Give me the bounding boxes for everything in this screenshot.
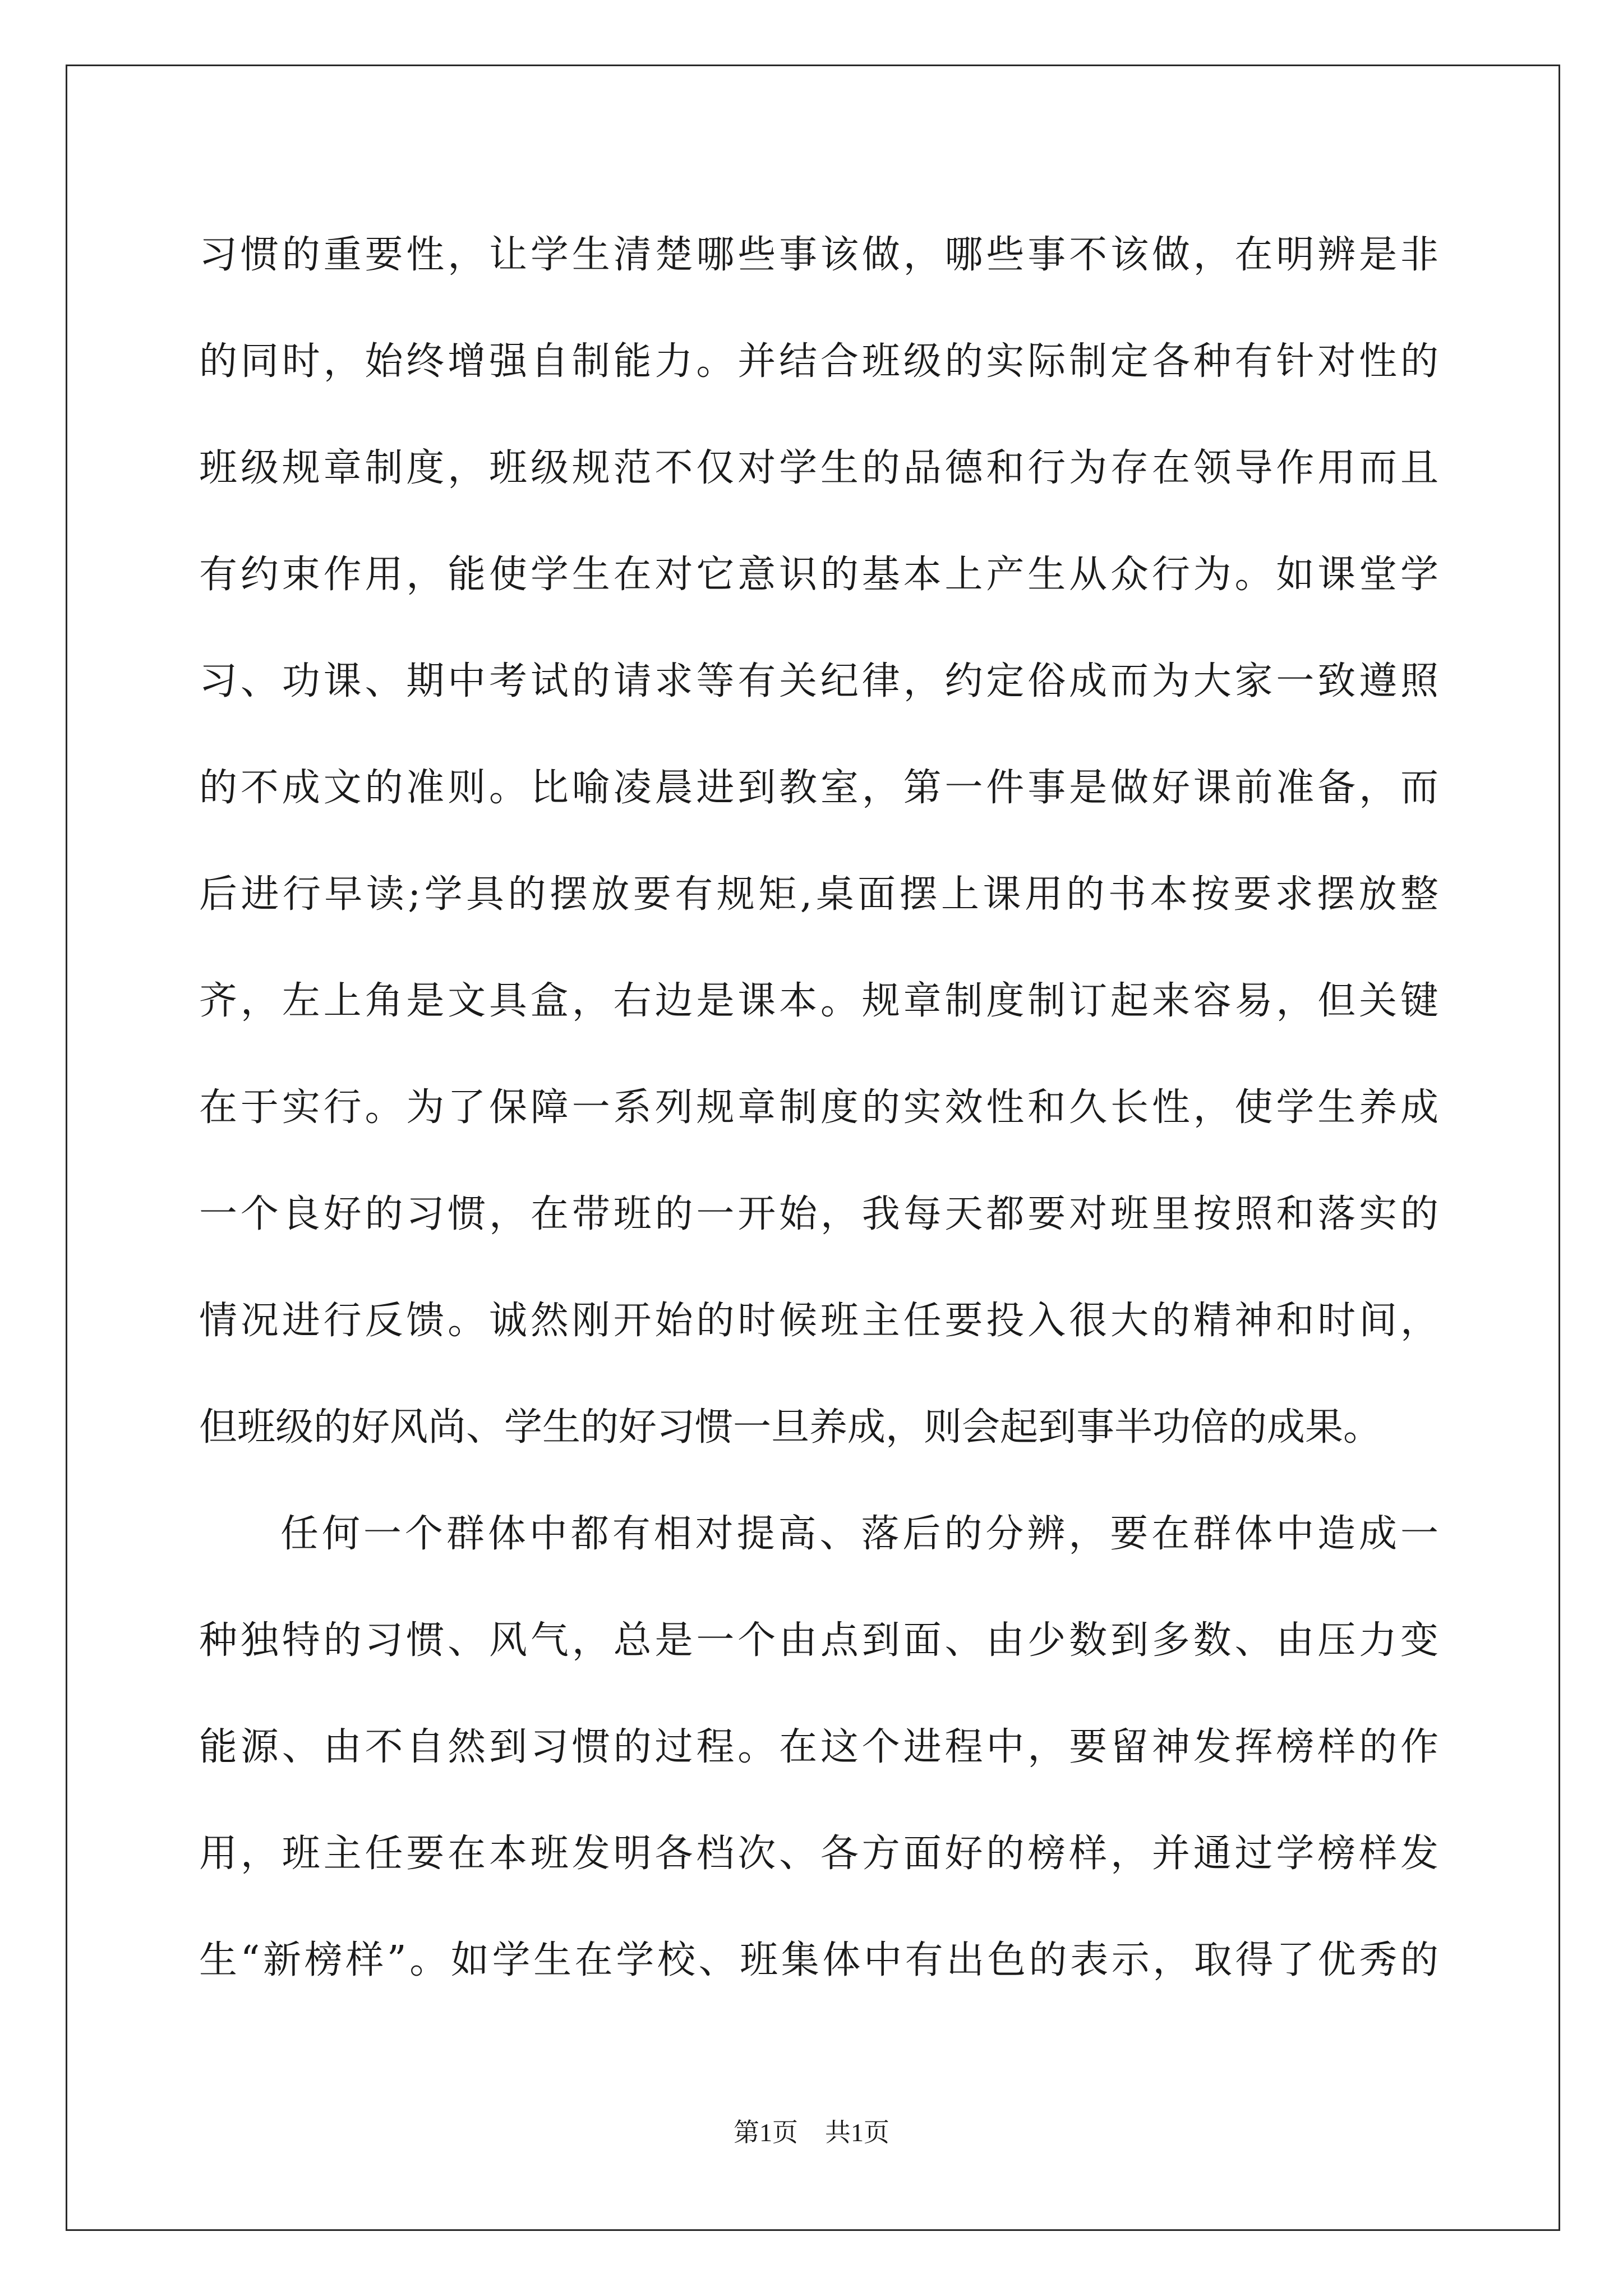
- document-body: [199, 222, 1438, 2033]
- text-line: 习惯的重要性，让学生清楚哪些事该做，哪些事不该做，在明辨是非: [199, 233, 1438, 277]
- page-number: 第1页: [734, 2118, 798, 2147]
- text-line: 齐，左上角是文具盒，右边是课本。规章制度制订起来容易，但关键: [199, 979, 1438, 1023]
- text-line: 在于实行。为了保障一系列规章制度的实效性和久长性，使学生养成: [199, 1085, 1438, 1130]
- text-line: 的不成文的准则。比喻凌晨进到教室，第一件事是做好课前准备，而: [199, 766, 1438, 810]
- text-line: 有约束作用，能使学生在对它意识的基本上产生从众行为。如课堂学: [199, 553, 1438, 597]
- text-line: 情况进行反馈。诚然刚开始的时候班主任要投入很大的精神和时间，: [199, 1299, 1438, 1343]
- text-line: 班级规章制度，班级规范不仅对学生的品德和行为存在领导作用而且: [199, 446, 1438, 490]
- text-line: 任何一个群体中都有相对提高、落后的分辨，要在群体中造成一: [280, 1512, 1438, 1556]
- text-line: 的同时，始终增强自制能力。并结合班级的实际制定各种有针对性的: [199, 339, 1438, 384]
- page-total: 共1页: [825, 2118, 889, 2147]
- page-footer: [0, 2116, 1623, 2150]
- text-line: 习、功课、期中考试的请求等有关纪律，约定俗成而为大家一致遵照: [199, 659, 1438, 703]
- text-line: 后进行早读;学具的摆放要有规矩,桌面摆上课用的书本按要求摆放整: [199, 872, 1438, 917]
- text-line: 用，班主任要在本班发明各档次、各方面好的榜样，并通过学榜样发: [199, 1832, 1438, 1876]
- text-line: 一个良好的习惯，在带班的一开始，我每天都要对班里按照和落实的: [199, 1192, 1438, 1236]
- text-line: 生“新榜样”。如学生在学校、班集体中有出色的表示，取得了优秀的: [199, 1938, 1438, 1982]
- text-line: 种独特的习惯、风气，总是一个由点到面、由少数到多数、由压力变: [199, 1618, 1438, 1663]
- text-line: 能源、由不自然到习惯的过程。在这个进程中，要留神发挥榜样的作: [199, 1725, 1438, 1769]
- text-line: 但班级的好风尚、学生的好习惯一旦养成，则会起到事半功倍的成果。: [199, 1405, 1382, 1450]
